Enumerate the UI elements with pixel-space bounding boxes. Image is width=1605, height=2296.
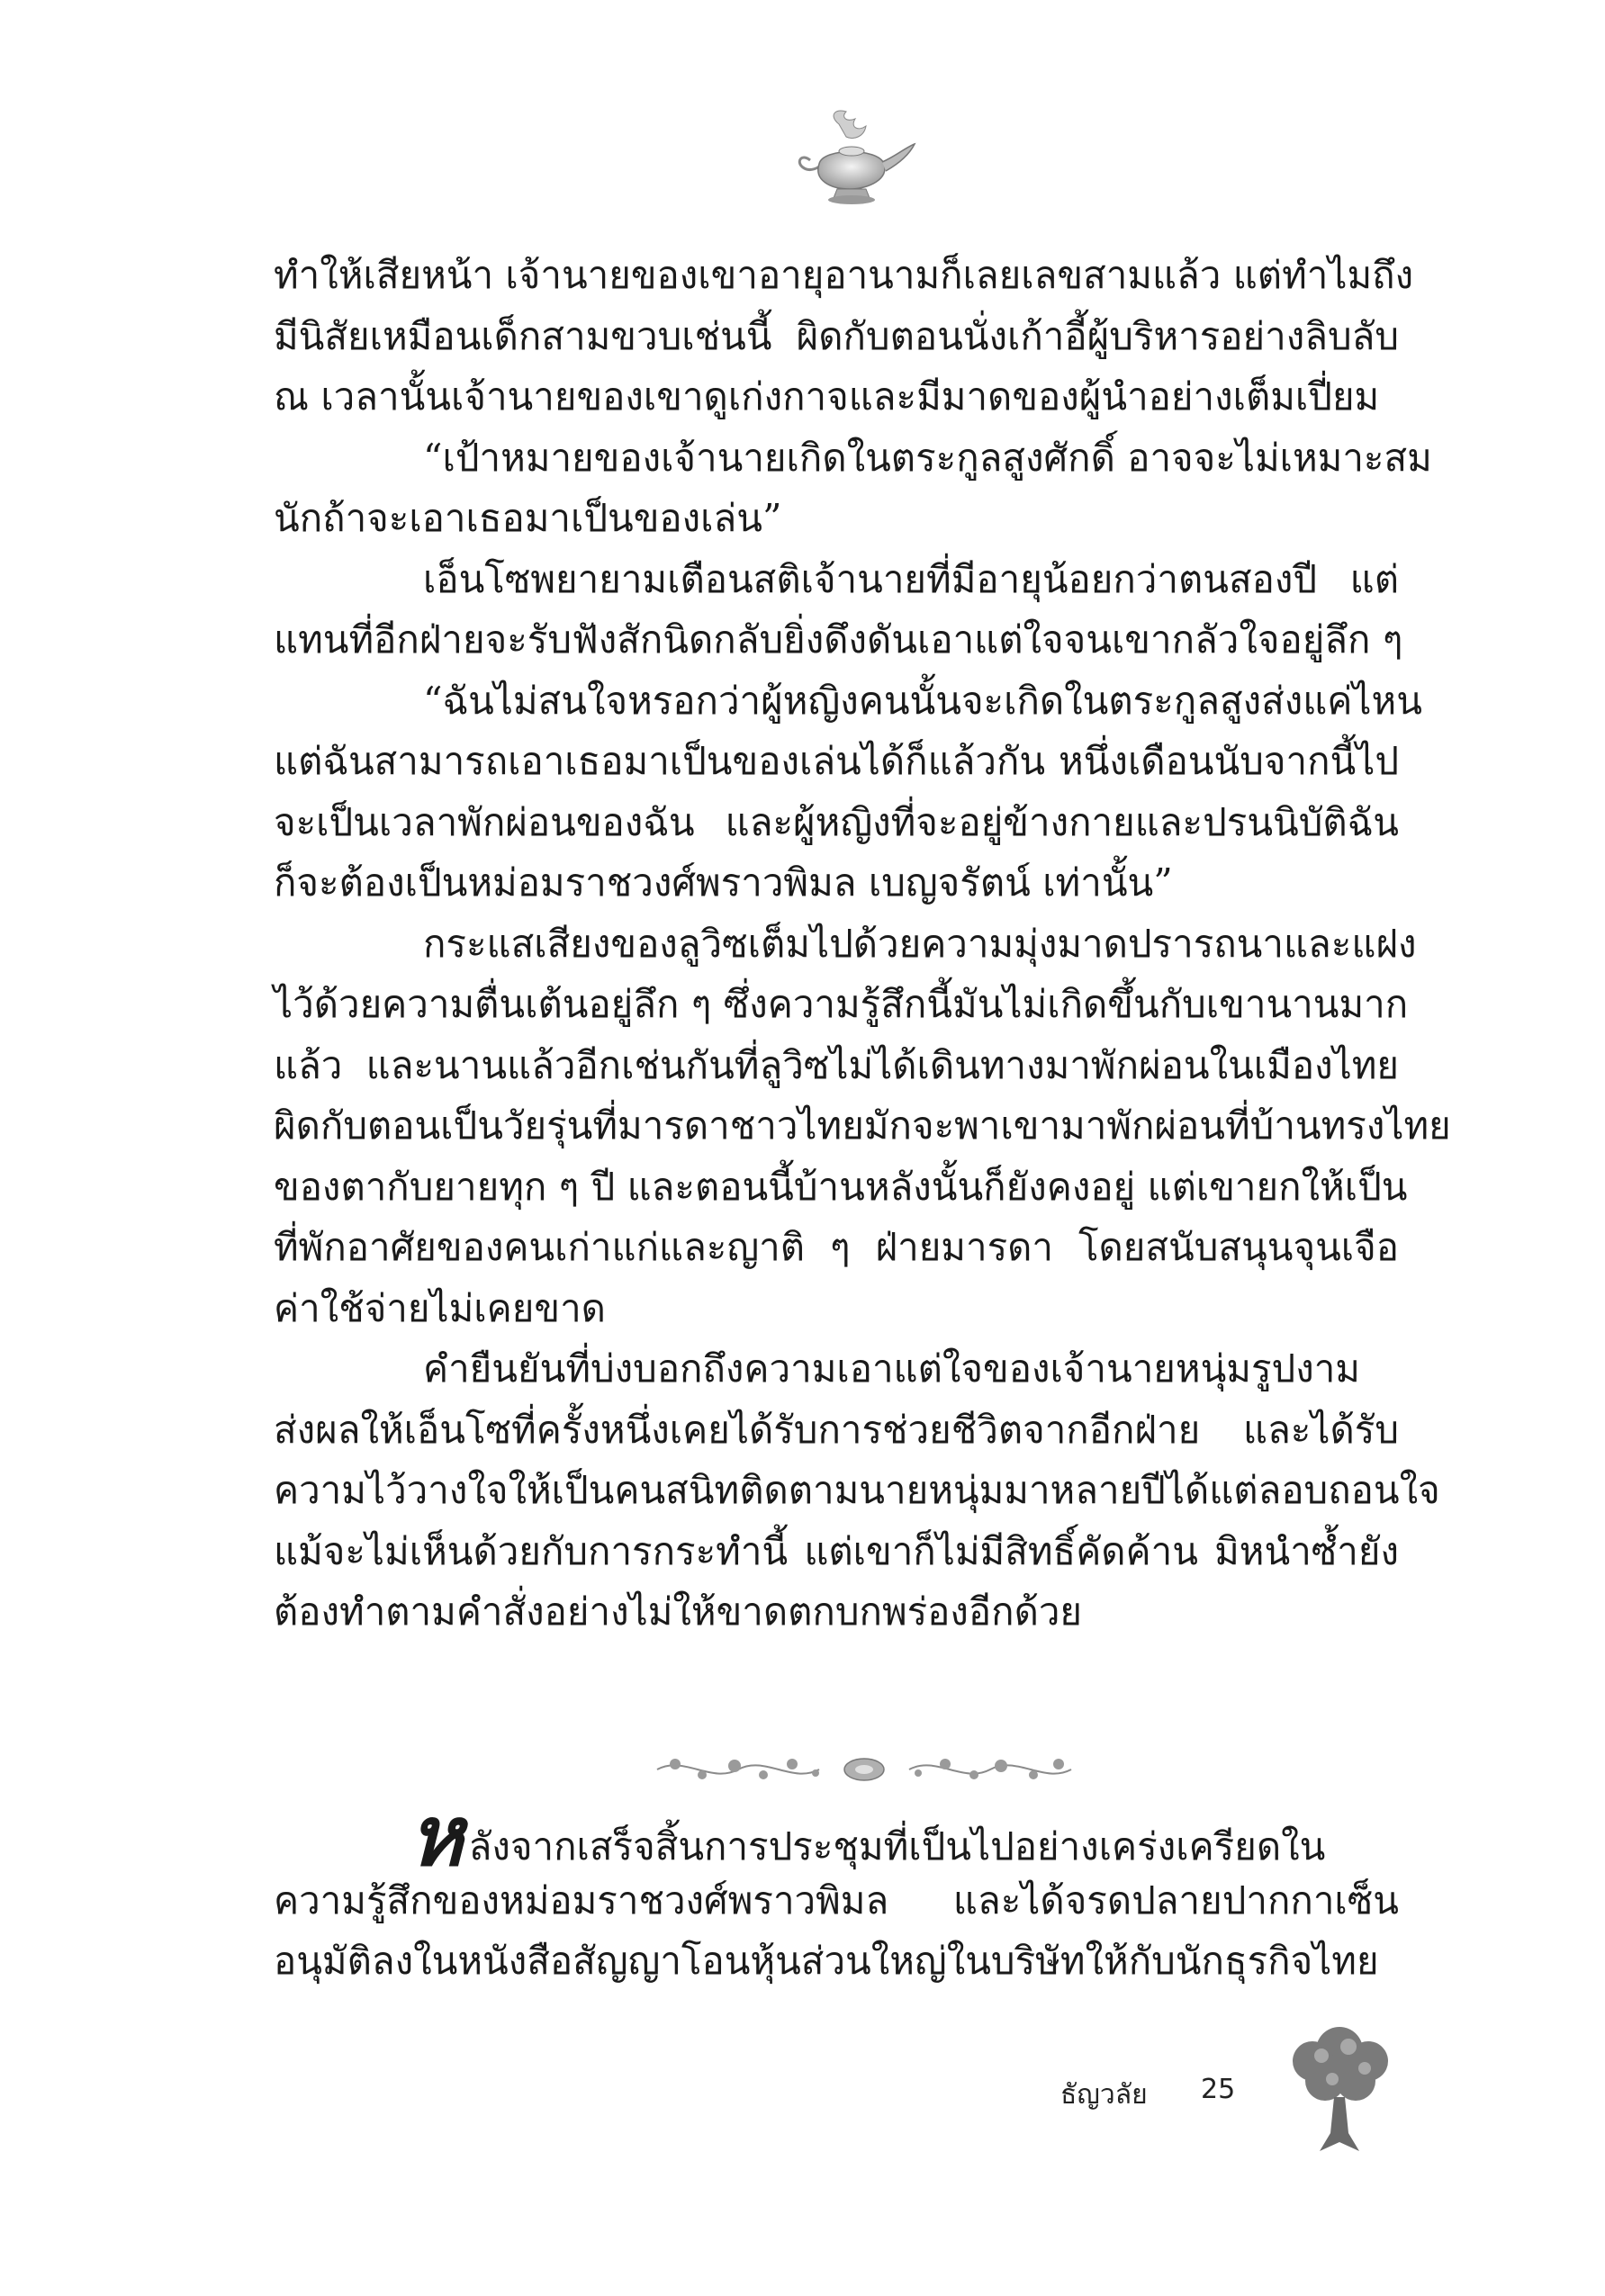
body-line: มีนิสัยเหมือนเด็กสามขวบเช่นนี้ ผิดกับตอนนั่งเก้าอี้ผู้บริหารอย่างลิบลับ bbox=[274, 313, 1399, 358]
body-line: ทำให้เสียหน้า เจ้านายของเขาอายุอานามก็เลยเลขสามแล้ว แต่ทำไมถึง bbox=[274, 253, 1414, 297]
page-number: 25 bbox=[1201, 2074, 1236, 2105]
body-line: แต่ฉันสามารถเอาเธอมาเป็นของเล่นได้ก็แล้วกัน หนึ่งเดือนนับจากนี้ไป bbox=[274, 739, 1399, 783]
body-line: แม้จะไม่เห็นด้วยกับการกระทำนี้ แต่เขาก็ไม่มีสิทธิ์คัดค้าน มิหนำซ้ำยัง bbox=[274, 1528, 1399, 1573]
body-line: คำยืนยันที่บ่งบอกถึงความเอาแต่ใจของเจ้านายหนุ่มรูปงาม bbox=[423, 1346, 1360, 1391]
chapter-line: ความรู้สึกของหม่อมราชวงศ์พราวพิมล และได้จรดปลายปากกาเซ็น bbox=[274, 1877, 1399, 1922]
footer-author: ธัญวลัย bbox=[1060, 2079, 1148, 2111]
body-line: ไว้ด้วยความตื่นเต้นอยู่ลึก ๆ ซึ่งความรู้สึกนี้มันไม่เกิดขึ้นกับเขานานมาก bbox=[274, 982, 1409, 1026]
body-line: “เป้าหมายของเจ้านายเกิดในตระกูลสูงศักดิ์ อาจจะไม่เหมาะสม bbox=[423, 435, 1432, 480]
body-line: ส่งผลให้เอ็นโซที่ครั้งหนึ่งเคยได้รับการช่วยชีวิตจากอีกฝ่าย และได้รับ bbox=[274, 1407, 1399, 1452]
chapter-first-line bbox=[274, 1787, 1399, 1885]
body-line: ต้องทำตามคำสั่งอย่างไม่ให้ขาดตกบกพร่องอีกด้วย bbox=[274, 1589, 1083, 1634]
body-line: ของตากับยายทุก ๆ ปี และตอนนี้บ้านหลังนั้นก็ยังคงอยู่ แต่เขายกให้เป็น bbox=[274, 1164, 1408, 1209]
body-text bbox=[274, 245, 1451, 1643]
magic-lamp-icon bbox=[783, 108, 918, 212]
body-line: จะเป็นเวลาพักผ่อนของฉัน และผู้หญิงที่จะอยู่ข้างกายและปรนนิบัติฉัน bbox=[274, 799, 1399, 844]
body-line: แทนที่อีกฝ่ายจะรับฟังสักนิดกลับยิ่งดึงดันเอาแต่ใจจนเขากลัวใจอยู่ลึก ๆ bbox=[274, 617, 1403, 662]
chapter-first-line-text: ลังจากเสร็จสิ้นการประชุมที่เป็นไปอย่างเคร่งเครียดใน bbox=[468, 1824, 1326, 1868]
body-line: นักถ้าจะเอาเธอมาเป็นของเล่น” bbox=[274, 496, 782, 540]
body-line: แล้ว และนานแล้วอีกเช่นกันที่ลูวิซไม่ได้เดินทางมาพักผ่อนในเมืองไทย bbox=[274, 1042, 1399, 1087]
chapter-opening bbox=[274, 1787, 1399, 1992]
body-line: ที่พักอาศัยของคนเก่าแก่และญาติ ๆ ฝ่ายมารดา โดยสนับสนุนจุนเจือ bbox=[274, 1225, 1399, 1269]
tree-icon bbox=[1285, 2025, 1393, 2160]
body-line: ความไว้วางใจให้เป็นคนสนิทติดตามนายหนุ่มมาหลายปีได้แต่ลอบถอนใจ bbox=[274, 1468, 1440, 1512]
chapter-line: อนุมัติลงในหนังสือสัญญาโอนหุ้นส่วนใหญ่ในบริษัทให้กับนักธุรกิจไทย bbox=[274, 1939, 1379, 1983]
body-line: ก็จะต้องเป็นหม่อมราชวงศ์พราวพิมล เบญจรัตน์ เท่านั้น” bbox=[274, 860, 1173, 905]
floral-divider-ornament bbox=[648, 1742, 1080, 1796]
body-line: ณ เวลานั้นเจ้านายของเขาดูเก่งกาจและมีมาดของผู้นำอย่างเต็มเปี่ยม bbox=[274, 374, 1380, 419]
drop-cap: ห bbox=[409, 1787, 464, 1885]
body-line: ผิดกับตอนเป็นวัยรุ่นที่มารดาชาวไทยมักจะพาเขามาพักผ่อนที่บ้านทรงไทย bbox=[274, 1103, 1451, 1148]
body-line: กระแสเสียงของลูวิซเต็มไปด้วยความมุ่งมาดปรารถนาและแฝง bbox=[423, 921, 1417, 966]
body-line: “ฉันไม่สนใจหรอกว่าผู้หญิงคนนั้นจะเกิดในตระกูลสูงส่งแค่ไหน bbox=[423, 678, 1422, 723]
body-line: เอ็นโซพยายามเตือนสติเจ้านายที่มีอายุน้อยกว่าตนสองปี แต่ bbox=[423, 556, 1399, 601]
body-line: ค่าใช้จ่ายไม่เคยขาด bbox=[274, 1285, 606, 1330]
